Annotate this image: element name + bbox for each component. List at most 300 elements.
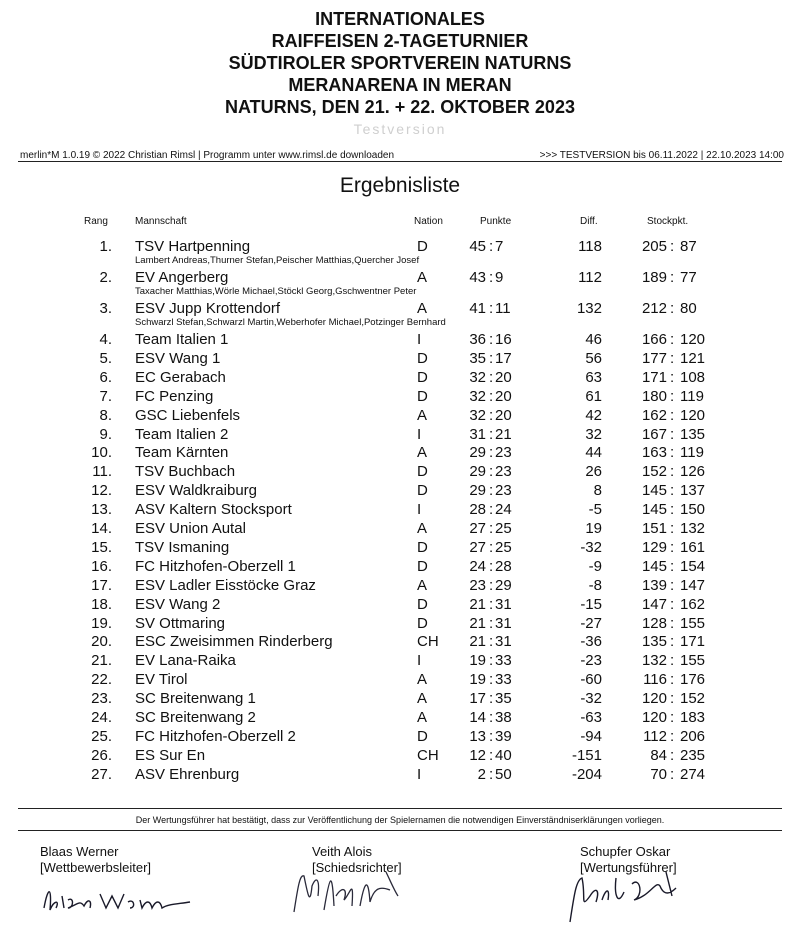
difference: -32: [580, 690, 602, 708]
nation-code: D: [417, 727, 428, 745]
points-separator: :: [489, 746, 494, 764]
stock-points-for: 162: [641, 406, 667, 424]
stock-separator: :: [670, 671, 675, 689]
points-won: 36: [469, 331, 486, 348]
table-row: [0, 766, 800, 785]
points-separator: :: [489, 368, 494, 386]
difference: -5: [588, 501, 602, 519]
team-name: EV Tirol: [135, 671, 188, 689]
difference: -27: [580, 614, 602, 632]
stock-points-for: 145: [641, 501, 667, 519]
stock-points-against: 150: [680, 501, 706, 519]
signatory-role: [Wertungsführer]: [580, 860, 677, 875]
rank-cell: 9.: [99, 425, 112, 443]
col-header-nation: Nation: [414, 216, 443, 227]
stock-points-against: 155: [680, 614, 706, 632]
points-lost: 9: [495, 269, 504, 286]
rank-cell: 23.: [91, 690, 112, 708]
points-won: 29: [469, 463, 486, 481]
points-lost: 16: [495, 331, 512, 348]
rank-cell: 24.: [91, 709, 112, 726]
nation-code: A: [417, 576, 428, 594]
difference: 118: [578, 238, 602, 255]
header-line: INTERNATIONALES: [315, 9, 485, 29]
difference: 61: [585, 387, 602, 405]
table-row: [0, 539, 800, 558]
table-row: [0, 520, 800, 539]
stock-points-against: 137: [680, 482, 706, 500]
difference: 56: [585, 349, 602, 367]
rank-cell: 10.: [91, 444, 112, 462]
watermark: Testversion: [353, 121, 447, 137]
signatory-name: Blaas Werner: [40, 844, 119, 859]
page-title: Ergebnisliste: [339, 174, 461, 197]
rank-cell: 21.: [91, 652, 112, 670]
points-won: 17: [469, 690, 486, 708]
difference: -94: [580, 727, 602, 745]
stock-points-for: 147: [641, 595, 667, 613]
stock-points-for: 145: [641, 557, 667, 575]
difference: 8: [593, 482, 602, 500]
nation-code: I: [417, 331, 422, 348]
points-won: 21: [469, 595, 486, 613]
points-won: 35: [469, 349, 486, 367]
team-name: ESV Union Autal: [135, 520, 246, 537]
nation-code: A: [417, 690, 428, 708]
points-lost: 38: [495, 709, 512, 726]
col-header-diff: Diff.: [580, 216, 598, 227]
stock-points-for: 135: [641, 633, 667, 651]
document-header: [0, 8, 800, 118]
difference: -36: [580, 633, 602, 651]
team-name: TSV Buchbach: [135, 463, 236, 481]
consent-note: Der Wertungsführer hat bestätigt, dass zur Veröffentlichung der Spielernamen die notwendigen Einverständniserklärungen vorliegen.: [135, 815, 665, 825]
nation-code: D: [417, 538, 428, 556]
difference: -63: [580, 709, 602, 726]
stock-points-for: 128: [641, 614, 667, 632]
nation-code: D: [417, 463, 428, 481]
signatory-role: [Schiedsrichter]: [312, 860, 402, 875]
stock-points-against: 162: [680, 595, 706, 613]
stock-separator: :: [670, 482, 675, 500]
difference: -15: [580, 595, 602, 613]
nation-code: D: [417, 557, 428, 575]
rank-cell: 8.: [99, 406, 112, 424]
stock-points-against: 171: [680, 633, 706, 651]
stock-points-against: 119: [680, 444, 704, 462]
stock-points-against: 120: [680, 406, 706, 424]
stock-separator: :: [670, 727, 675, 745]
nation-code: D: [417, 349, 428, 367]
team-name: ASV Kaltern Stocksport: [135, 501, 292, 519]
table-row: [0, 331, 800, 350]
points-lost: 20: [495, 406, 512, 424]
points-lost: 31: [495, 633, 512, 651]
stock-separator: :: [670, 425, 675, 443]
stock-points-against: 152: [680, 690, 706, 708]
stock-points-against: 235: [680, 746, 706, 764]
handwritten-signature-blaas: [38, 878, 198, 918]
header-line: RAIFFEISEN 2-TAGETURNIER: [271, 31, 529, 51]
nation-code: CH: [417, 633, 439, 651]
points-separator: :: [489, 709, 494, 726]
points-won: 43: [469, 269, 486, 286]
stock-points-against: 87: [680, 238, 697, 255]
points-lost: 7: [495, 238, 504, 255]
stock-separator: :: [670, 463, 675, 481]
team-name: EV Angerberg: [135, 269, 229, 286]
col-header-rank: Rang: [84, 216, 108, 227]
team-name: ESV Jupp Krottendorf: [135, 300, 281, 317]
nation-code: I: [417, 765, 422, 783]
stock-separator: :: [670, 331, 675, 348]
points-separator: :: [489, 349, 494, 367]
signatory-role: [Wettbewerbsleiter]: [40, 860, 152, 875]
team-name: ESV Waldkraiburg: [135, 482, 257, 500]
difference: 44: [585, 444, 602, 462]
stock-points-against: 161: [680, 538, 706, 556]
table-row: [0, 482, 800, 501]
stock-separator: :: [670, 652, 675, 670]
points-separator: :: [489, 614, 494, 632]
stock-separator: :: [670, 633, 675, 651]
rank-cell: 22.: [91, 671, 112, 689]
stock-points-for: 163: [641, 444, 667, 462]
difference: 32: [585, 425, 602, 443]
points-lost: 24: [495, 501, 512, 519]
difference: -204: [571, 765, 602, 783]
header-line: SÜDTIROLER SPORTVEREIN NATURNS: [228, 53, 572, 73]
nation-code: D: [417, 595, 428, 613]
points-separator: :: [489, 300, 494, 317]
stock-points-for: 145: [641, 482, 667, 500]
nation-code: I: [417, 425, 422, 443]
stock-separator: :: [670, 709, 675, 726]
points-lost: 23: [495, 482, 512, 500]
rank-cell: 7.: [99, 387, 112, 405]
team-name: ES Sur En: [135, 746, 206, 764]
stock-points-for: 171: [641, 368, 667, 386]
points-lost: 40: [495, 746, 512, 764]
stock-points-for: 116: [643, 671, 667, 689]
points-won: 14: [469, 709, 486, 726]
stock-points-for: 139: [641, 576, 667, 594]
stock-separator: :: [670, 746, 675, 764]
team-name: Team Italien 2: [135, 425, 229, 443]
stock-points-for: 152: [641, 463, 667, 481]
stock-separator: :: [670, 690, 675, 708]
points-won: 32: [469, 368, 486, 386]
stock-points-against: 274: [680, 765, 706, 783]
points-lost: 23: [495, 463, 512, 481]
stock-separator: :: [670, 501, 675, 519]
difference: -9: [588, 557, 602, 575]
rank-cell: 19.: [91, 614, 112, 632]
stock-separator: :: [670, 557, 675, 575]
version-timestamp: >>> TESTVERSION bis 06.11.2022 | 22.10.2023 14:00: [539, 150, 784, 161]
table-row: [0, 407, 800, 426]
team-name: SC Breitenwang 1: [135, 690, 256, 708]
rank-cell: 5.: [99, 349, 112, 367]
points-separator: :: [489, 727, 494, 745]
stock-separator: :: [670, 349, 675, 367]
stock-separator: :: [670, 387, 675, 405]
points-won: 28: [469, 501, 486, 519]
team-name: Team Italien 1: [135, 331, 229, 348]
difference: 42: [585, 406, 602, 424]
team-name: FC Hitzhofen-Oberzell 1: [135, 557, 296, 575]
points-separator: :: [489, 387, 494, 405]
team-name: ESV Wang 2: [135, 595, 221, 613]
stock-points-for: 177: [641, 349, 667, 367]
stock-points-against: 119: [680, 387, 704, 405]
difference: -60: [580, 671, 602, 689]
software-credit: merlin*M 1.0.19 © 2022 Christian Rimsl | Programm unter www.rimsl.de downloaden: [20, 150, 394, 161]
points-won: 41: [469, 300, 486, 317]
points-lost: 29: [495, 576, 512, 594]
points-won: 13: [469, 727, 486, 745]
rank-cell: 25.: [91, 727, 112, 745]
nation-code: A: [417, 520, 428, 537]
table-row: [0, 596, 800, 615]
table-row: [0, 501, 800, 520]
points-separator: :: [489, 425, 494, 443]
rank-cell: 6.: [99, 368, 112, 386]
points-lost: 25: [495, 538, 512, 556]
stock-separator: :: [670, 368, 675, 386]
stock-points-for: 166: [641, 331, 667, 348]
rank-cell: 13.: [91, 501, 112, 519]
rank-cell: 4.: [99, 331, 112, 348]
table-row: [0, 369, 800, 388]
team-name: EV Lana-Raika: [135, 652, 236, 670]
difference: -8: [588, 576, 602, 594]
table-row: [0, 747, 800, 766]
table-row: [0, 709, 800, 728]
stock-points-for: 129: [641, 538, 667, 556]
header-line: MERANARENA IN MERAN: [288, 75, 512, 95]
table-row: [0, 615, 800, 634]
stock-points-for: 205: [641, 238, 667, 255]
nation-code: A: [417, 300, 428, 317]
signatory-name: Veith Alois: [312, 844, 372, 859]
points-lost: 33: [495, 671, 512, 689]
rank-cell: 16.: [91, 557, 112, 575]
points-won: 29: [469, 444, 486, 462]
stock-points-for: 189: [641, 269, 667, 286]
col-header-team: Mannschaft: [135, 216, 187, 227]
rank-cell: 15.: [91, 538, 112, 556]
points-lost: 25: [495, 520, 512, 537]
signature-block-competition-leader: [40, 844, 151, 876]
rank-cell: 18.: [91, 595, 112, 613]
stock-points-for: 151: [641, 520, 667, 537]
points-separator: :: [489, 406, 494, 424]
stock-separator: :: [670, 269, 675, 286]
team-name: TSV Ismaning: [135, 538, 230, 556]
rank-cell: 12.: [91, 482, 112, 500]
footer-rule-bottom: [18, 830, 782, 831]
col-header-points: Punkte: [480, 216, 512, 227]
table-row: [0, 388, 800, 407]
stock-separator: :: [670, 538, 675, 556]
table-row: [0, 350, 800, 369]
points-won: 2: [477, 765, 486, 783]
points-separator: :: [489, 633, 494, 651]
points-separator: :: [489, 671, 494, 689]
stock-points-against: 176: [680, 671, 706, 689]
difference: 112: [578, 269, 602, 286]
points-lost: 31: [495, 595, 512, 613]
points-won: 19: [469, 671, 486, 689]
points-won: 27: [469, 520, 486, 537]
table-row: [0, 633, 800, 652]
points-separator: :: [489, 652, 494, 670]
team-name: ESV Ladler Eisstöcke Graz: [135, 576, 316, 594]
points-separator: :: [489, 576, 494, 594]
stock-points-against: 80: [680, 300, 697, 317]
rank-cell: 11.: [92, 463, 112, 481]
nation-code: I: [417, 652, 422, 670]
team-name: FC Hitzhofen-Oberzell 2: [135, 727, 296, 745]
rank-cell: 2.: [99, 269, 112, 286]
points-separator: :: [489, 520, 494, 537]
stock-separator: :: [670, 406, 675, 424]
difference: -32: [580, 538, 602, 556]
table-row: [0, 728, 800, 747]
table-row: [0, 690, 800, 709]
points-won: 21: [469, 614, 486, 632]
stock-points-for: 112: [643, 727, 667, 745]
handwritten-signature-schupfer: [560, 866, 700, 926]
rank-cell: 17.: [91, 576, 112, 594]
nation-code: A: [417, 444, 428, 462]
table-row: [0, 444, 800, 463]
header-line: NATURNS, DEN 21. + 22. OKTOBER 2023: [225, 97, 575, 117]
nation-code: D: [417, 614, 428, 632]
nation-code: A: [417, 406, 428, 424]
stock-points-for: 132: [641, 652, 667, 670]
nation-code: A: [417, 709, 428, 726]
points-separator: :: [489, 238, 494, 255]
points-won: 29: [469, 482, 486, 500]
stock-points-against: 206: [680, 727, 706, 745]
team-name: TSV Hartpenning: [135, 238, 251, 255]
team-name: Team Kärnten: [135, 444, 229, 462]
nation-code: D: [417, 387, 428, 405]
stock-points-against: 154: [680, 557, 706, 575]
rank-cell: 1.: [99, 238, 112, 255]
nation-code: D: [417, 482, 428, 500]
points-won: 45: [469, 238, 486, 255]
team-name: ASV Ehrenburg: [135, 765, 240, 783]
points-lost: 17: [495, 349, 512, 367]
table-row: [0, 671, 800, 690]
points-won: 31: [469, 425, 486, 443]
points-separator: :: [489, 331, 494, 348]
nation-code: D: [417, 368, 428, 386]
stock-points-for: 70: [650, 765, 667, 783]
points-lost: 23: [495, 444, 512, 462]
player-list: Schwarzl Stefan,Schwarzl Martin,Weberhofer Michael,Potzinger Bernhard: [135, 317, 446, 328]
stock-separator: :: [670, 444, 675, 462]
stock-separator: :: [670, 300, 675, 317]
nation-code: D: [417, 238, 428, 255]
points-lost: 39: [495, 727, 512, 745]
team-name: ESC Zweisimmen Rinderberg: [135, 633, 333, 651]
points-separator: :: [489, 690, 494, 708]
stock-points-for: 167: [641, 425, 667, 443]
rank-cell: 27.: [91, 765, 112, 783]
points-won: 12: [469, 746, 486, 764]
table-row: [0, 463, 800, 482]
team-name: SV Ottmaring: [135, 614, 226, 632]
stock-points-against: 132: [680, 520, 706, 537]
team-name: GSC Liebenfels: [135, 406, 241, 424]
stock-points-against: 108: [680, 368, 706, 386]
points-lost: 20: [495, 387, 512, 405]
points-won: 32: [469, 387, 486, 405]
stock-separator: :: [670, 576, 675, 594]
player-list: Taxacher Matthias,Wörle Michael,Stöckl Georg,Gschwentner Peter: [135, 286, 417, 297]
stock-points-against: 183: [680, 709, 706, 726]
points-won: 19: [469, 652, 486, 670]
points-lost: 35: [495, 690, 512, 708]
signatory-name: Schupfer Oskar: [580, 844, 671, 859]
stock-points-against: 147: [680, 576, 706, 594]
stock-points-for: 84: [650, 746, 667, 764]
points-separator: :: [489, 463, 494, 481]
stock-points-for: 120: [641, 690, 667, 708]
difference: 19: [585, 520, 602, 537]
difference: 26: [585, 463, 602, 481]
stock-points-against: 155: [680, 652, 706, 670]
table-row: [0, 558, 800, 577]
points-won: 32: [469, 406, 486, 424]
points-lost: 11: [495, 300, 511, 317]
rank-cell: 14.: [91, 520, 112, 537]
header-rule: [18, 161, 782, 162]
stock-points-against: 135: [680, 425, 706, 443]
points-separator: :: [489, 482, 494, 500]
stock-separator: :: [670, 614, 675, 632]
footer-rule-top: [18, 808, 782, 809]
stock-points-against: 126: [680, 463, 706, 481]
points-separator: :: [489, 444, 494, 462]
table-row: [0, 652, 800, 671]
stock-separator: :: [670, 238, 675, 255]
stock-points-against: 120: [680, 331, 706, 348]
rank-cell: 20.: [91, 633, 112, 651]
stock-points-against: 121: [680, 349, 706, 367]
points-separator: :: [489, 595, 494, 613]
points-lost: 21: [495, 425, 512, 443]
points-separator: :: [489, 765, 494, 783]
nation-code: A: [417, 671, 428, 689]
nation-code: A: [417, 269, 428, 286]
team-name: SC Breitenwang 2: [135, 709, 256, 726]
points-won: 24: [469, 557, 486, 575]
team-name: EC Gerabach: [135, 368, 226, 386]
points-won: 23: [469, 576, 486, 594]
points-won: 27: [469, 538, 486, 556]
table-row: [0, 426, 800, 445]
nation-code: CH: [417, 746, 439, 764]
stock-points-for: 212: [641, 300, 667, 317]
col-header-stock: Stockpkt.: [647, 216, 689, 227]
difference: -151: [571, 746, 602, 764]
points-lost: 28: [495, 557, 512, 575]
